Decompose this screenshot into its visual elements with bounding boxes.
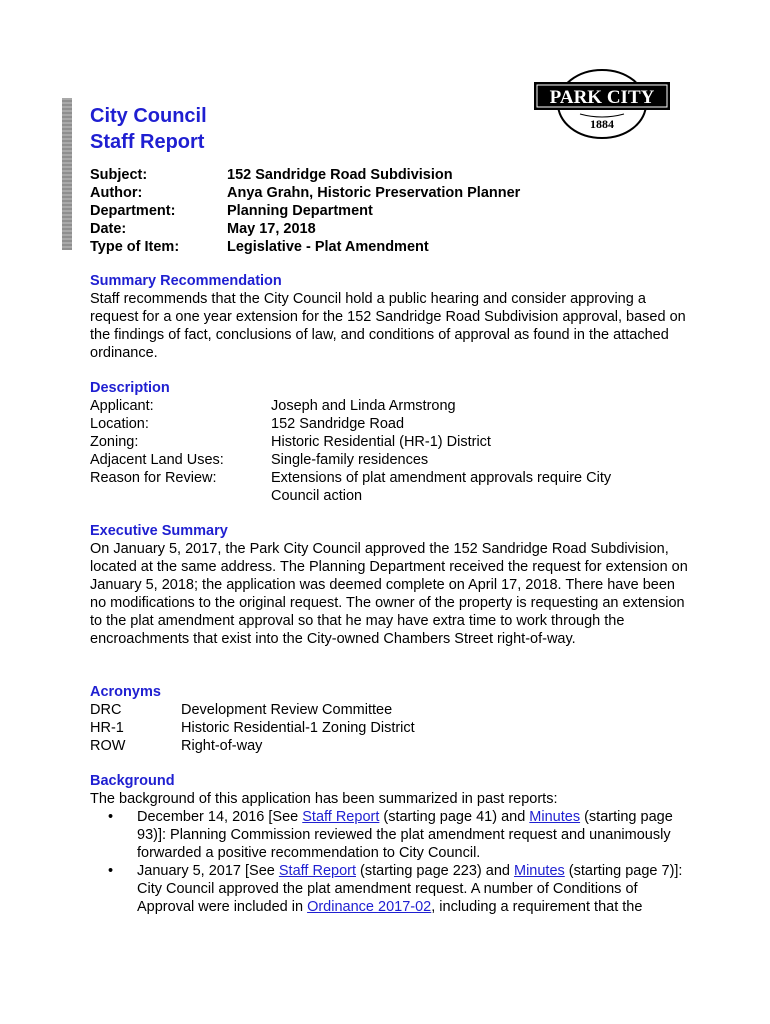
- bullet-text: January 5, 2017 [See: [137, 863, 279, 879]
- acronym-abbr: DRC: [90, 702, 122, 718]
- logo-year: 1884: [590, 117, 614, 131]
- description-section: [90, 379, 690, 505]
- staff-report-link[interactable]: Staff Report: [302, 809, 380, 825]
- acronym-abbr: ROW: [90, 738, 126, 754]
- description-heading: Description: [90, 380, 170, 396]
- background-heading: Background: [90, 773, 175, 789]
- description-value: Joseph and Linda Armstrong: [271, 398, 456, 414]
- description-table: [90, 397, 690, 505]
- summary-section: [90, 272, 690, 362]
- logo-name: PARK CITY: [549, 87, 655, 108]
- background-intro: The background of this application has been summarized in past reports:: [90, 791, 558, 807]
- acronym-meaning: Right-of-way: [181, 738, 263, 754]
- acronym-meaning: Historic Residential-1 Zoning District: [181, 720, 415, 736]
- staff-report-link[interactable]: Staff Report: [278, 863, 356, 879]
- acronym-row: [90, 737, 690, 755]
- park-city-logo: [534, 68, 670, 140]
- acronym-abbr: HR-1: [90, 720, 124, 736]
- background-section: [90, 772, 690, 916]
- minutes-link[interactable]: Minutes: [529, 809, 581, 825]
- meta-label: Date:: [90, 221, 127, 237]
- bullet-text: , including a requirement that the: [431, 899, 643, 915]
- meta-label: Department:: [90, 203, 176, 219]
- description-value: 152 Sandridge Road: [271, 416, 405, 432]
- meta-value: 152 Sandridge Road Subdivision: [227, 167, 453, 183]
- description-label: Applicant:: [90, 398, 154, 414]
- report-title: [90, 103, 207, 155]
- meta-value: May 17, 2018: [227, 221, 316, 237]
- description-value: Historic Residential (HR-1) District: [271, 434, 491, 450]
- description-label: Adjacent Land Uses:: [90, 452, 224, 468]
- minutes-link[interactable]: Minutes: [514, 863, 565, 879]
- meta-value: Legislative - Plat Amendment: [227, 239, 429, 255]
- bullet-icon: •: [108, 809, 114, 825]
- description-label: Location:: [90, 416, 149, 432]
- description-label: Zoning:: [90, 434, 139, 450]
- list-item: [90, 808, 690, 862]
- title-line-2: Staff Report: [90, 131, 205, 153]
- title-line-1: City Council: [90, 105, 207, 127]
- bullet-text: (starting page 7)]: City Council approved the plat amendment request. A number of Conditions of Approval were included in: [137, 863, 683, 915]
- description-row: [90, 469, 690, 505]
- side-accent-bar: [62, 98, 72, 250]
- bullet-icon: •: [108, 863, 114, 879]
- description-row: [90, 433, 690, 451]
- acronyms-heading: Acronyms: [90, 684, 161, 700]
- bullet-text: (starting page 41) and: [379, 809, 530, 825]
- bullet-text: December 14, 2016 [See: [137, 809, 303, 825]
- description-label: Reason for Review:: [90, 470, 217, 486]
- executive-text: On January 5, 2017, the Park City Council approved the 152 Sandridge Road Subdivision, located at the same address. The Planning Department received the request for extension on January 5, 2018; the application was deemed complete on April 17, 2018. There have been no modifications to the original request. The owner of the property is requesting an extension to the plat amendment approval so that he may have extra time to work through the encroachments that exist into the City-owned Chambers Street right-of-way.: [90, 541, 688, 647]
- meta-value: Anya Grahn, Historic Preservation Planner: [227, 185, 521, 201]
- meta-label: Author:: [90, 185, 143, 201]
- meta-label: Subject:: [90, 167, 148, 183]
- description-row: [90, 451, 690, 469]
- summary-text: Staff recommends that the City Council hold a public hearing and consider approving a request for a one year extension for the 152 Sandridge Road Subdivision approval, based on the findings of fact, conclusions of law, and conditions of approval as found in the attached ordinance.: [90, 291, 686, 361]
- park-city-logo-graphic: [534, 68, 670, 140]
- meta-value: Planning Department: [227, 203, 373, 219]
- summary-heading: Summary Recommendation: [90, 273, 282, 289]
- acronyms-section: [90, 683, 690, 755]
- executive-heading: Executive Summary: [90, 523, 228, 539]
- acronym-row: [90, 719, 690, 737]
- meta-label: Type of Item:: [90, 239, 180, 255]
- list-item: [90, 862, 690, 916]
- background-list: [90, 808, 690, 916]
- acronym-meaning: Development Review Committee: [181, 702, 393, 718]
- description-value: Extensions of plat amendment approvals require City Council action: [271, 470, 612, 504]
- acronyms-table: [90, 701, 690, 755]
- description-value: Single-family residences: [271, 452, 429, 468]
- description-row: [90, 397, 690, 415]
- description-row: [90, 415, 690, 433]
- bullet-text: (starting page 223) and: [356, 863, 514, 879]
- ordinance-link[interactable]: Ordinance 2017-02: [307, 899, 432, 915]
- executive-section: [90, 522, 690, 648]
- acronym-row: [90, 701, 690, 719]
- bullet-text: (starting page 93)]: Planning Commission reviewed the plat amendment request and unanimously forwarded a positive recommendation to City Council.: [137, 809, 673, 861]
